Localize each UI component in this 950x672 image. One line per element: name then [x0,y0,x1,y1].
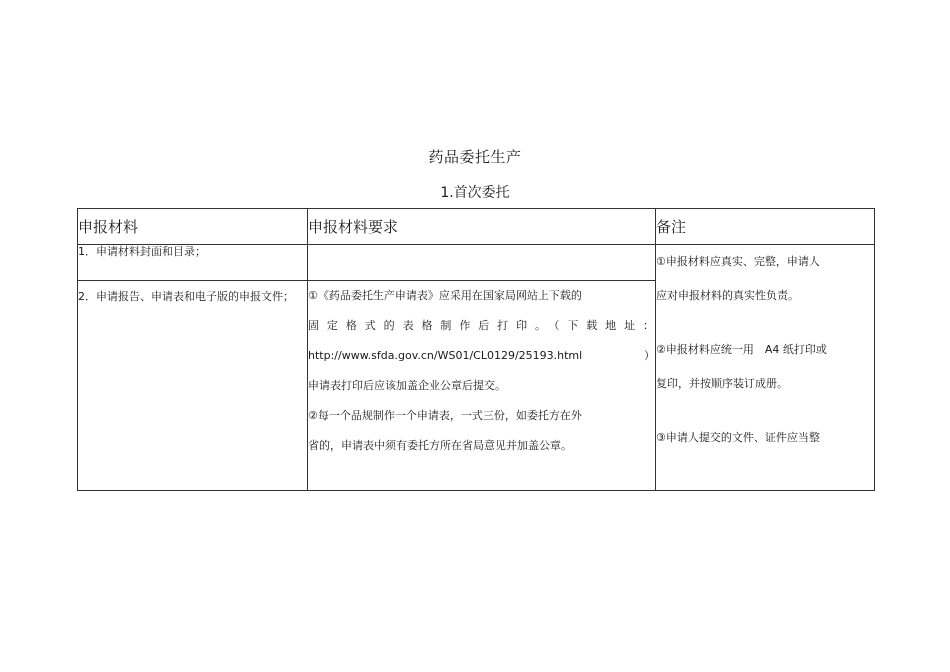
requirement-cell-empty [308,245,656,281]
download-url[interactable]: http://www.sfda.gov.cn/WS01/CL0129/25193.html [308,349,583,362]
material-cell: 1．申请材料封面和目录； [78,245,308,281]
header-notes: 备注 [656,209,875,245]
requirement-line: ①《药品委托生产申请表》应采用在国家局网站上下载的 [308,289,582,302]
closing-paren: ） [644,349,655,362]
material-cell [78,281,308,491]
note-line: 复印，并按顺序装订成册。 [656,377,788,390]
notes-cell [656,245,875,491]
requirement-line: ②每一个品规制作一个申请表，一式三份，如委托方在外 [308,409,582,422]
download-url-row [308,341,655,371]
table-row [78,245,875,281]
requirements-table [77,208,875,491]
material-text: 2．申请报告、申请表和电子版的申报文件； [78,290,294,303]
note-line: ③申请人提交的文件、证件应当整 [656,431,820,444]
requirement-line: 申请表打印后应该加盖企业公章后提交。 [308,379,506,392]
note-line: ①申报材料应真实、完整，申请人 [656,255,820,268]
note-line: ②申报材料应统一用 A4 纸打印或 [656,343,827,356]
header-requirements: 申报材料要求 [308,209,656,245]
note-line: 应对申报材料的真实性负责。 [656,289,799,302]
page-title: 药品委托生产 [428,148,522,166]
table-header-row [78,209,875,245]
header-materials: 申报材料 [78,209,308,245]
page-subtitle: 1.首次委托 [440,185,510,201]
requirement-cell [308,281,656,491]
requirement-line: 省的，申请表中须有委托方所在省局意见并加盖公章。 [308,439,572,452]
requirement-line: 固定格式的表格制作后打印。（下载地址： [308,319,655,332]
